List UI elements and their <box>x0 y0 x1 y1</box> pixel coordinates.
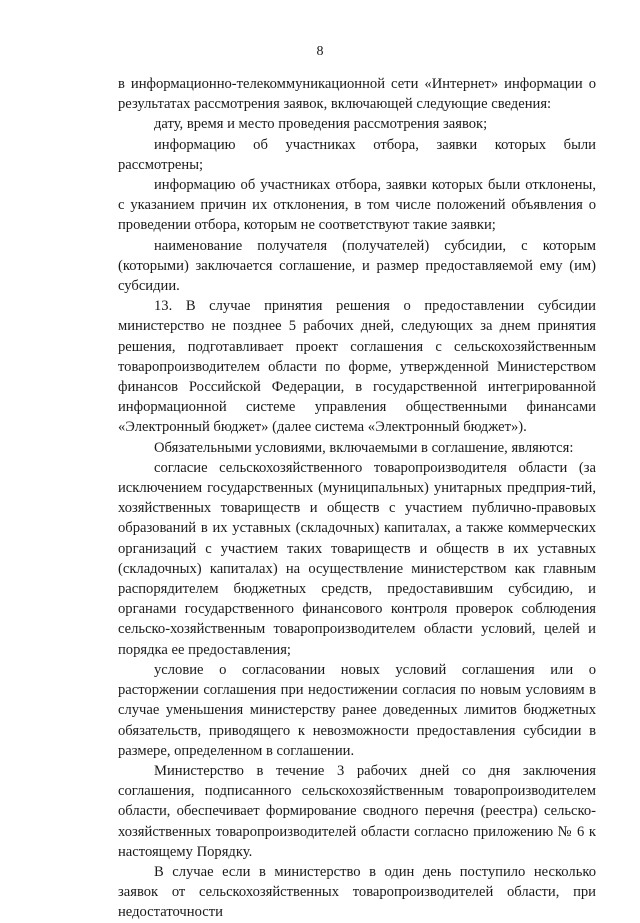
paragraph: 13. В случае принятия решения о предоставлении субсидии министерство не позднее 5 рабочих дней, следующих за днем принятия решения, подготавливает проект соглашения с сельскохозяйственным товаропроизводителем области по форме, утвержденной Министерством финансов Российской Федерации, в государственной интегрированной информационной системе управления общественными финансами «Электронный бюджет» (далее система «Электронный бюджет»). <box>118 298 596 436</box>
paragraph: Министерство в течение 3 рабочих дней со дня заключения соглашения, подписанного сельскохозяйственным товаропроизводителем области, обеспечивает формирование сводного перечня (реестра) сельско-хозяйственных товаропроизводителей области согласно приложению № 6 к настоящему Порядку. <box>118 762 596 860</box>
paragraph: условие о согласовании новых условий соглашения или о расторжении соглашения при недостижении согласия по новым условиям в случае уменьшения министерству ранее доведенных лимитов бюджетных обязательств, приводящего к невозможности предоставления субсидии в размере, определенном в соглашении. <box>118 661 596 759</box>
page-number: 8 <box>316 44 324 59</box>
paragraph: в информационно-телекоммуникационной сети «Интернет» информации о результатах рассмотрения заявок, включающей следующие сведения: <box>118 76 596 113</box>
paragraph: согласие сельскохозяйственного товаропроизводителя области (за исключением государственных (муниципальных) унитарных предприя-тий, хозяйственных товариществ и обществ с участием публично-правовых образований в их уставных (складочных) капиталах, а также коммерческих организаций с участием таких товариществ и обществ в их уставных (складочных) капиталах) на осуществление министерством как главным распорядителем бюджетных средств, предоставившим субсидию, и органами государственного финансового контроля проверок соблюдения сельско-хозяйственным товаропроизводителем области условий, целей и порядка ее предоставления; <box>118 459 596 658</box>
paragraph: информацию об участниках отбора, заявки которых были рассмотрены; <box>118 136 596 173</box>
paragraph: информацию об участниках отбора, заявки которых были отклонены, с указанием причин их отклонения, в том числе положений объявления о проведении отбора, которым не соответствуют такие заявки; <box>118 177 596 234</box>
document-body <box>118 74 596 923</box>
paragraph: В случае если в министерство в один день поступило несколько заявок от сельскохозяйственных товаропроизводителей области, при недостаточности <box>118 863 596 921</box>
paragraph: наименование получателя (получателей) субсидии, с которым (которыми) заключается соглашение, и размер предоставляемой ему (им) субсидии. <box>118 237 596 295</box>
paragraph: Обязательными условиями, включаемыми в соглашение, являются: <box>154 439 574 456</box>
paragraph: дату, время и место проведения рассмотрения заявок; <box>154 116 488 133</box>
